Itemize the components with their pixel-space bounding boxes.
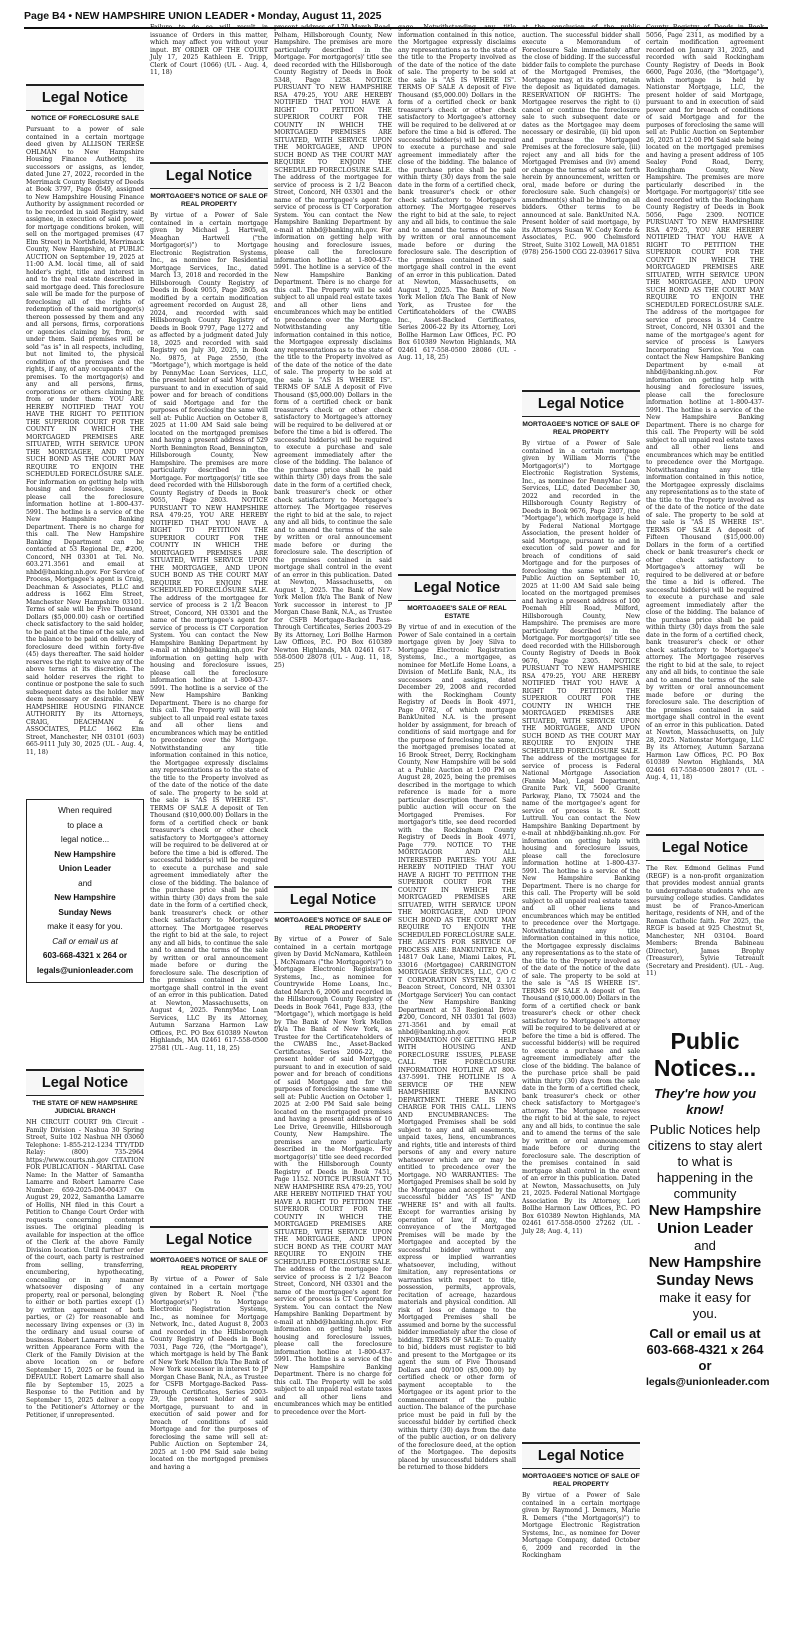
section-header: Legal Notice — [26, 84, 144, 111]
legal-notice-mcnamara — [274, 886, 392, 1614]
section-header: Legal Notice — [522, 390, 640, 417]
notice-text: NH CIRCUIT COURT 9th Circuit - Family Division - Nashua 30 Spring Street, Suite 102 Nashua NH 03060 Telephone: 1-855-212-1234 TTY/TDD Relay: (800) 735-2964 https://www.courts.nh.gov CITATION FOR PUBLICATION - MARITAL Case Name: In the Matter of Samantha Lamarre and Robert Lamarre Case Number: 659-2025-DM-00437 On August 29, 2022, Samantha Lamarre of Hollis, NH filed in this Court a Petition to Change Court Order with requests concerning contempt issues. The original pleading is available for inspection at the office of the Clerk at the above Family Division location. Until further order of the court, each party is restrained from selling, transferring, encumbering, hypothecating, concealing or in any manner whatsoever disposing of any property, real or personal, belonging to either or both parties except (1) by written agreement of both parties, or (2) for reasonable and necessary living expenses or (3) in the ordinary and usual course of business. Robert Lamarre shall file a written Appearance Form with the Clerk of the Family Division at the above location on or before September 15, 2025 or be found in DEFAULT. Robert Lamarre shall also file by September 15, 2025 a Response to the Petition and by September 15, 2025 deliver a copy to the Petitioner's Attorney or the Petitioner, if unrepresented. — [26, 1119, 144, 1419]
promo-line: to place a — [67, 820, 103, 830]
continued-notice-demers — [646, 24, 764, 822]
notice-body — [646, 865, 764, 1015]
notice-text: present address of 170 Marsh Road, Pelham, Hillsborough County, New Hampshire. The premises are more particularly described in the Mortgage. For mortgagor(s)' title see deed recorded with the Hillsborough County Registry of Deeds in Book 5348, Page 1258. NOTICE PURSUANT TO NEW HAMPSHIRE RSA 479:25, YOU ARE HEREBY NOTIFIED THAT YOU HAVE A RIGHT TO PETITION THE SUPERIOR COURT FOR THE COUNTY IN WHICH THE MORTGAGED PREMISES ARE SITUATED, WITH SERVICE UPON THE MORTGAGEE, AND UPON SUCH BOND AS THE COURT MAY REQUIRE TO ENJOIN THE SCHEDULED FORECLOSURE SALE. The address of the mortgagee for service of process is 2 1/2 Beacon Street, Concord, NH 03301 and the name of the mortgagee's agent for service of process is CT Corporation System. You can contact the New Hampshire Banking Department by e-mail at nhbd@banking.nh.gov. For information on getting help with housing and foreclosure issues, please call the foreclosure information hotline at 1-800-437-5991. The hotline is a service of the New Hampshire Banking Department. There is no charge for this call. The Property will be sold subject to all unpaid real estate taxes and all other liens and encumbrances which may be entitled to precedence over the Mortgage. Notwithstanding any title information contained in this notice, the Mortgagee expressly disclaims any representations as to the state of the title to the Property involved as of the date of the notice of the date of sale. The property to be sold at the sale is "AS IS WHERE IS". TERMS OF SALE A deposit of Five Thousand ($5,000.00) Dollars in the form of a certified check or bank treasurer's check or other check satisfactory to Mortgagee's attorney will be required to be delivered at or before the time a bid is offered. The successful bidder(s) will be required to execute a purchase and sale agreement immediately after the close of the bidding. The balance of the purchase price shall be paid within thirty (30) days from the sale date in the form of a certified check, bank treasurer's check or other check satisfactory to Mortgagee's attorney. The Mortgagee reserves the right to bid at the sale, to reject any and all bids, to continue the sale and to amend the terms of the sale by written or oral announcement made before or during the foreclosure sale. The description of the premises contained in said mortgage shall control in the event of an error in this publication. Dated at Newton, Massachusetts, on August 1, 2025. The Bank of New York Mellon f/k/a The Bank of New York successor in interest to JP Morgan Chase Bank, N.A., as Trustee for CSFB Mortgage-Backed Pass-Through Certificates, Series 2003-29 By its Attorney, Lori Bollhe Harmon Law Offices, P.C. PO Box 610389 Newton Highlands, MA 02461 617-558-0500 28078 (UL - Aug. 11, 18, 25) — [274, 24, 392, 669]
section-header: Legal Notice — [150, 162, 268, 189]
notice-body — [150, 193, 268, 1215]
promo-line: Call or email us at — [52, 936, 118, 946]
notice-heading: MORTGAGEE'S NOTICE OF SALE OF REAL PROPERTY — [522, 1473, 640, 1488]
notice-text: By virtue of a Power of Sale contained in a certain mortgage given by Robert R. Noel ("the Mortgagor(s)") to Mortgage Electronic Registration Systems, Inc., as nominee for Mortgage Network, Inc., dated August 8, 2003 and recorded in the Hillsborough County Registry of Deeds in Book 7031, Page 726, (the "Mortgage"), which mortgage is held by The Bank of New York Mellon f/k/a The Bank of New York successor in interest to JP Morgan Chase Bank, N.A., as Trustee for CSFB Mortgage-Backed Pass-Through Certificates, Series 2003-29, the present holder of said Mortgage, pursuant to and in execution of said power and for breach of conditions of said Mortgage and for the purposes of foreclosing the same will sell at: Public Auction on September 24, 2025 at 1:00 PM Said sale being located on the mortgaged premises and having a — [150, 1276, 268, 1471]
continued-notice-noel — [274, 24, 392, 872]
notice-text: at the conclusion of the public auction. The successful bidder shall execute a Memorandum of Foreclosure Sale immediately after the close of bidding. If the successful bidder fails to complete the purchase of the Mortgaged Premises, the Mortgagee may, at its option, retain the deposit as liquidated damages. RESERVATION OF RIGHTS: The Mortgagee reserves the right to (i) cancel or continue the foreclosure sale to such subsequent date or dates as the Mortgagee may deem necessary or desirable, (ii) bid upon and purchase the Mortgaged Premises at the foreclosure sale, (iii) reject any and all bids for the Mortgaged Premises and (iv) amend or change the terms of sale set forth herein by announcement, written or oral, made before or during the foreclosure sale. Such change(s) or amendment(s) shall be binding on all bidders. Other terms to be announced at sale. BankUnited N.A. Present holder of said mortgage, by its Attorneys Susan W. Cody Korde & Associates, P.C. 900 Chelmsford Street, Suite 3102 Lowell, MA 01851 (978) 256-1500 CGG 22-039617 Silva — [522, 24, 640, 256]
notice-text: Pursuant to a power of sale contained in a certain mortgage deed given by ALLISON TERESE OHLMAN to New Hampshire Housing Finance Authority, its successors or assigns, as lender, dated June 27, 2022, recorded in the Merrimack County Registry of Deeds at Book 3797, Page 0549, assigned to New Hampshire Housing Finance Authority by assignment recorded or to be recorded in said Registry, said assignee, in execution of said power, for mortgage conditions broken, will sell on the mortgaged premises (47 Elm Street) in Northfield, Merrimack County, New Hampshire, at PUBLIC AUCTION on September 19, 2025 at 11:00 A.M. local time, all of said holder's right, title and interest in and to the real estate described in said mortgage deed. This foreclosure sale will be made for the purpose of foreclosing all of the rights of redemption of the said mortgagor(s) thereon possessed by them and any and all persons, firms, corporations or agencies claiming by, from, or under them. Said premises will be sold "as is" in all respects, including, but not limited to, the physical condition of the premises and the rights, if any, of any occupants of the premises. To the mortgagor(s) and any and all persons, firms, corporations or others claiming by, from or under them: YOU ARE HEREBY NOTIFIED THAT YOU HAVE THE RIGHT TO PETITION THE SUPERIOR COURT FOR THE COUNTY IN WHICH THE MORTGAGED PREMISES ARE SITUATED, WITH SERVICE UPON THE MORTGAGEE, AND UPON SUCH BOND AS THE COURT MAY REQUIRE TO ENJOIN THE SCHEDULED FORECLOSURE SALE. For information on getting help with housing and foreclosure issues, please call the foreclosure information hotline at 1-800-437-5991. The hotline is a service of the New Hampshire Banking Department. There is no charge for this call. The New Hampshire Banking Department can be contacted at 53 Regional Dr., #200, Concord, NH 03301 at Tel. No. 603.271.3561 and email at nhbd@banking.nh.gov. For Service of Process, Mortgagee's agent is Craig, Deachman & Associates, PLLC and address is 1662 Elm Street, Manchester New Hampshire 03101. Terms of sale will be Five Thousand Dollars ($5,000.00) cash or certified check satisfactory to the said holder, to be paid at the time of the sale, and the balance to be paid on delivery of foreclosure deed within forty-five (45) days thereafter. The said holder reserves the right to waive any of the above terms at its discretion. The said holder reserves the right to continue or postpone the sale to such subsequent dates as the holder may deem necessary or desirable. NEW HAMPSHIRE HOUSING FINANCE AUTHORITY By its Attorneys, CRAIG, DEACHMAN & ASSOCIATES, PLLC 1662 Elm Street, Manchester, NH 03101 (603) 665-9111 July 30, 2025 (UL - Aug. 4, 11, 18) — [26, 126, 144, 756]
legal-notice-promo-box — [26, 799, 144, 983]
promo-phone: 603-668-4321 x 264 or — [42, 951, 128, 960]
legal-notice-hartwell — [150, 162, 268, 1214]
legal-notice-demers — [522, 1442, 640, 1614]
notice-text: gage. Notwithstanding any title information contained in this notice, the Mortgagee expressly disclaims any representations as to the state of the title to the Property involved as of the date of the notice of the date of sale. The property to be sold at the sale is "AS IS WHERE IS". TERMS OF SALE A deposit of Five Thousand ($5,000.00) Dollars in the form of a certified check or bank treasurer's check or other check satisfactory to Mortgagee's attorney will be required to be delivered at or before the time a bid is offered. The successful bidder(s) will be required to execute a purchase and sale agreement immediately after the close of the bidding. The balance of the purchase price shall be paid within thirty (30) days from the sale date in the form of a certified check, bank treasurer's check or other check satisfactory to Mortgagee's attorney. The Mortgagee reserves the right to bid at the sale, to reject any and all bids, to continue the sale and to amend the terms of the sale by written or oral announcement made before or during the foreclosure sale. The description of the premises contained in said mortgage shall control in the event of an error in this publication. Dated at Newton, Massachusetts, on August 1, 2025. The Bank of New York Mellon f/k/a The Bank of New York, as Trustee for the Certificateholders of the CWABS Inc., Asset-Backed Certificates, Series 2006-22 By its Attorney, Lori Bollhe Harmon Law Offices, P.C. PO Box 610389 Newton Highlands, MA 02461 617-558-0500 28086 (UL - Aug. 11, 18, 25) — [398, 24, 516, 361]
notice-body — [274, 24, 392, 872]
section-header: Legal Notice — [398, 574, 516, 601]
notice-text: By virtue of and in execution of the Power of Sale contained in a certain mortgage given by Joey Silva to Mortgage Electronic Registration Systems, Inc., a mortgagee, as nominee for MetLife Home Loans, a Division of MetLife Bank, N.A., its successors and assigns, dated December 29, 2008 and recorded with the Rockingham County Registry of Deeds in Book 4971, Page 0782, of which mortgage BankUnited N.A. is the present holder by assignment, for breach of conditions of said mortgage and for the purpose of foreclosing the same, the mortgaged premises located at 16 Brook Street, Derry, Rockingham County, New Hampshire will be sold at a Public Auction at 1:00 PM on August 28, 2025, being the premises described in the mortgage to which reference is made for a more particular description thereof. Said public auction will occur on the Mortgaged Premises. For mortgagor's title, see deed recorded with the Rockingham County Registry of Deeds in Book 4971, Page 779. NOTICE TO THE MORTGAGOR AND ALL INTERESTED PARTIES: YOU ARE HEREBY NOTIFIED THAT YOU HAVE A RIGHT TO PETITION THE SUPERIOR COURT FOR THE COUNTY IN WHICH THE MORTGAGED PREMISES ARE SITUATED, WITH SERVICE UPON THE MORTGAGEE, AND UPON SUCH BOND AS THE COURT MAY REQUIRE TO ENJOIN THE SCHEDULED FORECLOSURE SALE. THE AGENTS FOR SERVICE OF PROCESS ARE: BANKUNITED N.A., 14817 Oak Lane, Miami Lakes, FL 33016 (Mortgagee) CARRINGTON MORTGAGE SERVICES, LLC, C/O C T CORPORATION SYSTEM, 2 1/2 Beacon Street, Concord, NH 03301 (Mortgage Servicer) You can contact the New Hampshire Banking Department at 53 Regional Drive #200, Concord, NH 03301 Tel (603) 271-3561 and by email at nhbd@banking.nh.gov. FOR INFORMATION ON GETTING HELP WITH HOUSING AND FORECLOSURE ISSUES, PLEASE CALL THE FORECLOSURE INFORMATION HOTLINE AT 800-437-5991. THE HOTLINE IS A SERVICE OF THE NEW HAMPSHIRE BANKING DEPARTMENT. THERE IS NO CHARGE FOR THIS CALL. LIENS AND ENCUMBRANCES: The Mortgaged Premises shall be sold subject to any and all easements, unpaid taxes, liens, encumbrances and rights, title and interests of third persons of any and every nature whatsoever which are or may be entitled to precedence over the Mortgage. NO WARRANTIES: The Mortgaged Premises shall be sold by the Mortgagee and accepted by the successful bidder "AS IS" AND "WHERE IS" and with all faults. Except for warranties arising by operation of law, if any, the conveyance of the Mortgaged Premises will be made by the Mortgagee and accepted by the successful bidder without any express or implied warranties whatsoever, including, without limitation, any representations or warranties with respect to title, possession, permits, approvals, recitation of acreage, hazardous materials and physical condition. All risk of loss or damage to the Mortgaged Premises shall be assumed and borne by the successful bidder immediately after the close of bidding. TERMS OF SALE: To qualify to bid, bidders must register to bid and present to the Mortgagee or its agent the sum of Five Thousand Dollars and 00/100 ($5,000.00) by certified check or other form of payment acceptable to the Mortgagee or its agent prior to the commencement of the public auction. The balance of the purchase price must be paid in full by the successful bidder by certified check within thirty (30) days from the date of the public auction, or on delivery of the foreclosure deed, at the option of the Mortgagee. The deposits placed by unsuccessful bidders shall be returned to those bidders — [398, 624, 516, 1471]
column-1 — [26, 84, 144, 1614]
promo-line: Union Leader — [58, 864, 112, 873]
notice-text: By virtue of a Power of Sale contained in a certain mortgage given by Michael J. Hartwell, Meaghan Hartwell ("the Mortgagor(s)") to Mortgage Electronic Registration Systems, Inc., as nominee for Residential Mortgage Services, Inc., dated March 13, 2018 and recorded in the Hillsborough County Registry of Deeds in Book 9055, Page 2805, as modified by a certain modification agreement recorded on August 28, 2024, and recorded with said Hillsborough County Registry of Deeds in Book 9797, Page 1272 and as affected by a judgment dated July 18, 2025 and recorded with said Registry on July 30, 2025, in Book No. 9875, at Page 2550, (the "Mortgage"), which mortgage is held by PennyMac Loan Services, LLC, the present holder of said Mortgage, pursuant to and in execution of said power and for breach of conditions of said Mortgage and for the purposes of foreclosing the same will sell at: Public Auction on October 8, 2025 at 11:00 AM Said sale being located on the mortgaged premises and having a present address of 529 North Bennington Road, Bennington, Hillsborough County, New Hampshire. The premises are more particularly described in the Mortgage. For mortgagor(s)' title see deed recorded with the Hillsborough County Registry of Deeds in Book 9055, Page 2803. NOTICE PURSUANT TO NEW HAMPSHIRE RSA 479:25, YOU ARE HEREBY NOTIFIED THAT YOU HAVE A RIGHT TO PETITION THE SUPERIOR COURT FOR THE COUNTY IN WHICH THE MORTGAGED PREMISES ARE SITUATED, WITH SERVICE UPON THE MORTGAGEE, AND UPON SUCH BOND AS THE COURT MAY REQUIRE TO ENJOIN THE SCHEDULED FORECLOSURE SALE. The address of the mortgagee for service of process is 2 1/2 Beacon Street, Concord, NH 03301 and the name of the mortgagee's agent for service of process is CT Corporation System. You can contact the New Hampshire Banking Department by e-mail at nhbd@banking.nh.gov. For information on getting help with housing and foreclosure issues, please call the foreclosure information hotline at 1-800-437-5991. The hotline is a service of the New Hampshire Banking Department. There is no charge for this call. The Property will be sold subject to all unpaid real estate taxes and all other liens and encumbrances which may be entitled to precedence over the Mortgage. Notwithstanding any title information contained in this notice, the Mortgagee expressly disclaims any representations as to the state of the title to the Property involved as of the date of the notice of the date of sale. The property to be sold at the sale is "AS IS WHERE IS". TERMS OF SALE A deposit of Ten Thousand ($10,000.00) Dollars in the form of a certified check or bank treasurer's check or other check satisfactory to Mortgagee's attorney will be required to be delivered at or before the time a bid is offered. The successful bidder(s) will be required to execute a purchase and sale agreement immediately after the close of the bidding. The balance of the purchase price shall be paid within thirty (30) days from the sale date in the form of a certified check, bank treasurer's check or other check satisfactory to Mortgagee's attorney. The Mortgagee reserves the right to bid at the sale, to reject any and all bids, to continue the sale and to amend the terms of the sale by written or oral announcement made before or during the foreclosure sale. The description of the premises contained in said mortgage shall control in the event of an error in this publication. Dated at Newton, Massachusetts, on August 4, 2025. PennyMac Loan Services, LLC By its Attorney, Autumn Sarzana Harmon Law Offices, P.C. PO Box 610389 Newton Highlands, MA 02461 617-558-0500 27581 (UL - Aug. 11, 18, 25) — [150, 212, 268, 1052]
notice-heading: MORTGAGEE'S NOTICE OF SALE OF REAL PROPERTY — [150, 1257, 268, 1272]
notice-text: By virtue of a Power of Sale contained in a certain mortgage given by William Morris ("the Mortgagor(s)") to Mortgage Electronic Registration Systems, Inc., as nominee for PennyMac Loan Services, LLC, dated December 30, 2022 and recorded in the Hillsborough County Registry of Deeds in Book 9676, Page 2307, (the "Mortgage"), which mortgage is held by Federal National Mortgage Association, the present holder of said Mortgage, pursuant to and in execution of said power and for breach of conditions of said Mortgage and for the purposes of foreclosing the same will sell at: Public Auction on September 10, 2025 at 11:00 AM Said sale being located on the mortgaged premises and having a present address of 100 Poemah Hill Road, Milford, Hillsborough County, New Hampshire. The premises are more particularly described in the Mortgage. For mortgagor(s)' title see deed recorded with the Hillsborough County Registry of Deeds in Book 9676, Page 2305. NOTICE PURSUANT TO NEW HAMPSHIRE RSA 479:25, YOU ARE HEREBY NOTIFIED THAT YOU HAVE A RIGHT TO PETITION THE SUPERIOR COURT FOR THE COUNTY IN WHICH THE MORTGAGED PREMISES ARE SITUATED, WITH SERVICE UPON THE MORTGAGEE, AND UPON SUCH BOND AS THE COURT MAY REQUIRE TO ENJOIN THE SCHEDULED FORECLOSURE SALE. The address of the mortgagee for service of process is Federal National Mortgage Association (Fannie Mae), Legal Department, Granite Park VII, 5600 Granite Parkway, Plano, TX 75024 and the name of the mortgagee's agent for service of process is R. Scott Luttrull. You can contact the New Hampshire Banking Department by e-mail at nhbd@banking.nh.gov. For information on getting help with housing and foreclosure issues, please call the foreclosure information hotline at 1-800-437-5991. The hotline is a service of the New Hampshire Banking Department. There is no charge for this call. The Property will be sold subject to all unpaid real estate taxes and all other liens and encumbrances which may be entitled to precedence over the Mortgage. Notwithstanding any title information contained in this notice, the Mortgagee expressly disclaims any representations as to the state of the title to the Property involved as of the date of the notice of the date of sale. The property to be sold at the sale is "AS IS WHERE IS". TERMS OF SALE A deposit of Ten Thousand ($10,000.00) Dollars in the form of a certified check or bank treasurer's check or other check satisfactory to Mortgagee's attorney will be required to be delivered at or before the time a bid is offered. The successful bidder(s) will be required to execute a purchase and sale agreement immediately after the close of the bidding. The balance of the purchase price shall be paid within thirty (30) days from the sale date in the form of a certified check, bank treasurer's check or other check satisfactory to Mortgagee's attorney. The Mortgagee reserves the right to bid at the sale, to reject any and all bids, to continue the sale and to amend the terms of the sale by written or oral announcement made before or during the foreclosure sale. The description of the premises contained in said mortgage shall control in the event of an error in this publication. Dated at Newton, Massachusetts, on July 21, 2025. Federal National Mortgage Association By its Attorney, Lori Bollhe Harmon Law Offices, P.C. PO Box 610389 Newton Highlands, MA 02461 617-558-0500 27262 (UL - July 28; Aug. 4, 11) — [522, 440, 640, 1235]
notice-text: The Rev. Edmond Gelinas Fund (REGF) is a non-profit organization that provides modest annual grants to undergraduate students who are pursuing college studies. Candidates must be of Franco-American heritage, residents of NH, and of the Roman Catholic faith. For 2025, the REGF is based at 925 Chestnut St, Manchester, NH 03104. Board Members: Brenda Babineau (Director), James Brophy (Treasurer), Sylvie Tetreault (Secretary and President). (UL - Aug. 11) — [646, 865, 764, 977]
notice-body — [150, 24, 268, 144]
notice-heading: MORTGAGEE'S NOTICE OF SALE OF REAL PROPERTY — [522, 421, 640, 436]
notice-text: By virtue of a Power of Sale contained in a certain mortgage given by Raymond J. Demers, Marie R. Demers ("the Mortgagor(s)") to Mortgage Electronic Registration Systems, Inc., as nominee for Dover Mortgage Company, dated October 6, 2009 and recorded in the Rockingham — [522, 1492, 640, 1559]
promo-line: New Hampshire — [54, 849, 116, 859]
continued-notice — [150, 24, 268, 144]
notice-text: County Registry of Deeds in Book 5056, Page 2311, as modified by a certain modification agreement recorded on January 31, 2025, and recorded with said Rockingham County Registry of Deeds in Book 6600, Page 2036, (the "Mortgage"), which mortgage is held by Nationstar Mortgage, LLC, the present holder of said Mortgage, pursuant to and in execution of said power and for breach of conditions of said Mortgage and for the purposes of foreclosing the same will sell at: Public Auction on September 26, 2025 at 12:00 PM Said sale being located on the mortgaged premises and having a present address of 105 Sealey Pond Road, Derry, Rockingham County, New Hampshire. The premises are more particularly described in the Mortgage. For mortgagor(s)' title see deed recorded with the Rockingham County Registry of Deeds in Book 5056, Page 2309. NOTICE PURSUANT TO NEW HAMPSHIRE RSA 479:25, YOU ARE HEREBY NOTIFIED THAT YOU HAVE A RIGHT TO PETITION THE SUPERIOR COURT FOR THE COUNTY IN WHICH THE MORTGAGED PREMISES ARE SITUATED, WITH SERVICE UPON THE MORTGAGEE, AND UPON SUCH BOND AS THE COURT MAY REQUIRE TO ENJOIN THE SCHEDULED FORECLOSURE SALE. The address of the mortgagee for service of process is 14 Centre Street, Concord, NH 03301 and the name of the mortgagee's agent for service of process is Lawyers Incorporating Service. You can contact the New Hampshire Banking Department by e-mail at nhbd@banking.nh.gov. For information on getting help with housing and foreclosure issues, please call the foreclosure information hotline at 1-800-437-5991. The hotline is a service of the New Hampshire Banking Department. There is no charge for this call. The Property will be sold subject to all unpaid real estate taxes and all other liens and encumbrances which may be entitled to precedence over the Mortgage. Notwithstanding any title information contained in this notice, the Mortgagee expressly disclaims any representations as to the state of the title to the Property involved as of the date of the notice of the date of sale. The property to be sold at the sale is "AS IS WHERE IS". TERMS OF SALE A deposit of Fifteen Thousand ($15,000.00) Dollars in the form of a certified check or bank treasurer's check or other check satisfactory to Mortgagee's attorney will be required to be delivered at or before the time a bid is offered. The successful bidder(s) will be required to execute a purchase and sale agreement immediately after the close of the bidding. The balance of the purchase price shall be paid within thirty (30) days from the sale date in the form of a certified check, bank treasurer's check or other check satisfactory to Mortgagee's attorney. The Mortgagee reserves the right to bid at the sale, to reject any and all bids, to continue the sale and to amend the terms of the sale by written or oral announcement made before or during the foreclosure sale. The description of the premises contained in said mortgage shall control in the event of an error in this publication. Dated at Newton, Massachusetts, on July 28, 2025. Nationstar Mortgage, LLC By its Attorney, Autumn Sarzana Harmon Law Offices, P.C. PO Box 610389 Newton Highlands, MA 02461 617-558-0500 28017 (UL - Aug. 4, 11, 18) — [646, 24, 764, 781]
section-header: Legal Notice — [26, 1069, 144, 1096]
notice-heading: NOTICE OF FORECLOSURE SALE — [31, 115, 139, 122]
notice-heading: MORTGAGEE'S NOTICE OF SALE OF REAL PROPERTY — [150, 193, 268, 208]
notice-body — [646, 24, 764, 822]
continued-notice-mcnamara — [398, 24, 516, 562]
continued-notice-silva — [522, 24, 640, 382]
legal-notice-silva — [398, 574, 516, 1614]
notice-body — [26, 115, 144, 790]
notice-text: By virtue of a Power of Sale contained in a certain mortgage given by David McNamara, Kathleen J. McNamara ("the Mortgagor(s)") to Mortgage Electronic Registration Systems, Inc., as nominee for Countrywide Home Loans, Inc., dated March 6, 2006 and recorded in the Hillsborough County Registry of Deeds in Book 7641, Page 833, (the "Mortgage"), which mortgage is held by The Bank of New York Mellon f/k/a The Bank of New York, as Trustee for the Certificateholders of the CWABS Inc., Asset-Backed Certificates, Series 2006-22, the present holder of said Mortgage, pursuant to and in execution of said power and for breach of conditions of said Mortgage and for the purposes of foreclosing the same will sell at: Public Auction on October 1, 2025 at 2:00 PM Said sale being located on the mortgaged premises and having a present address of 10 Lee Drive, Greenville, Hillsborough County, New Hampshire. The premises are more particularly described in the Mortgage. For mortgagor(s)' title see deed recorded with the Hillsborough County Registry of Deeds in Book 7451, Page 1152. NOTICE PURSUANT TO NEW HAMPSHIRE RSA 479:25, YOU ARE HEREBY NOTIFIED THAT YOU HAVE A RIGHT TO PETITION THE SUPERIOR COURT FOR THE COUNTY IN WHICH THE MORTGAGED PREMISES ARE SITUATED, WITH SERVICE UPON THE MORTGAGEE, AND UPON SUCH BOND AS THE COURT MAY REQUIRE TO ENJOIN THE SCHEDULED FORECLOSURE SALE. The address of the mortgagee for service of process is 2 1/2 Beacon Street, Concord, NH 03301 and the name of the mortgagee's agent for service of process is CT Corporation System. You can contact the New Hampshire Banking Department by e-mail at nhbd@banking.nh.gov. For information on getting help with housing and foreclosure issues, please call the foreclosure information hotline at 1-800-437-5991. The hotline is a service of the New Hampshire Banking Department. There is no charge for this call. The Property will be sold subject to all unpaid real estate taxes and all other liens and encumbrances which may be entitled to precedence over the Mort- — [274, 936, 392, 1416]
promo-body: Public Notices help citizens to stay alert to what is happening in the community — [647, 1122, 763, 1201]
promo-call: Call or email us at 603-668-4321 x 264 or — [646, 1326, 764, 1373]
notice-body — [26, 1100, 144, 1615]
notice-body — [522, 1473, 640, 1615]
notice-heading: MORTGAGEE'S NOTICE OF SALE OF REAL PROPERTY — [274, 917, 392, 932]
promo-line: legal notice... — [60, 835, 110, 844]
section-header: Legal Notice — [646, 834, 764, 861]
column-4 — [398, 24, 516, 1614]
column-5 — [522, 24, 640, 1614]
legal-notice-gelinas-fund — [646, 834, 764, 1014]
page-header: Page B4 • NEW HAMPSHIRE UNION LEADER • Monday, August 11, 2025 — [24, 10, 382, 22]
legal-notice-foreclosure-ohlman — [26, 84, 144, 789]
promo-brand-sunday-news: New Hampshire Sunday News — [648, 1254, 762, 1289]
promo-line: make it easy for you. — [47, 922, 123, 931]
notice-body — [398, 24, 516, 562]
promo-brand-union-leader: New Hampshire Union Leader — [648, 1202, 762, 1237]
promo-and: and — [694, 1238, 716, 1253]
section-header: Legal Notice — [150, 1226, 268, 1253]
notice-heading: THE STATE OF NEW HAMPSHIRE JUDICIAL BRANCH — [32, 1100, 138, 1115]
promo-email-link[interactable]: legals@unionleader.com — [646, 1376, 770, 1388]
notice-body — [150, 1257, 268, 1615]
column-6 — [646, 24, 770, 1614]
notice-text: Failure to do so will result in issuance of Orders in this matter, which may affect you without your input. BY ORDER OF THE COURT July 17, 2025 Kathleen E. Tripp, Clerk of Court (1066) (UL - Aug. 4, 11, 18) — [150, 24, 268, 76]
notice-body — [522, 421, 640, 1431]
promo-line: New Hampshire — [54, 893, 116, 902]
section-header: Legal Notice — [274, 886, 392, 913]
promo-line: and — [78, 878, 92, 888]
legal-notice-morris — [522, 390, 640, 1430]
legal-notice-noel — [150, 1226, 268, 1614]
promo-subtitle: They're how you know! — [653, 1086, 757, 1117]
column-2 — [150, 24, 268, 1614]
promo-title: Public Notices... — [653, 1028, 757, 1081]
public-notices-promo — [646, 1028, 770, 1390]
promo-line: Sunday News — [58, 907, 112, 917]
legal-notice-citation-lamarre — [26, 1069, 144, 1614]
notice-body — [398, 605, 516, 1615]
section-header: Legal Notice — [522, 1442, 640, 1469]
promo-line: When required — [58, 806, 112, 815]
promo-email-link[interactable]: legals@unionleader.com — [36, 965, 134, 975]
column-3 — [274, 24, 392, 1614]
promo-easy: make it easy for you. — [659, 1290, 751, 1321]
notice-body — [274, 917, 392, 1615]
notice-heading: MORTGAGEE'S SALE OF REAL ESTATE — [407, 605, 507, 620]
notice-body — [522, 24, 640, 382]
